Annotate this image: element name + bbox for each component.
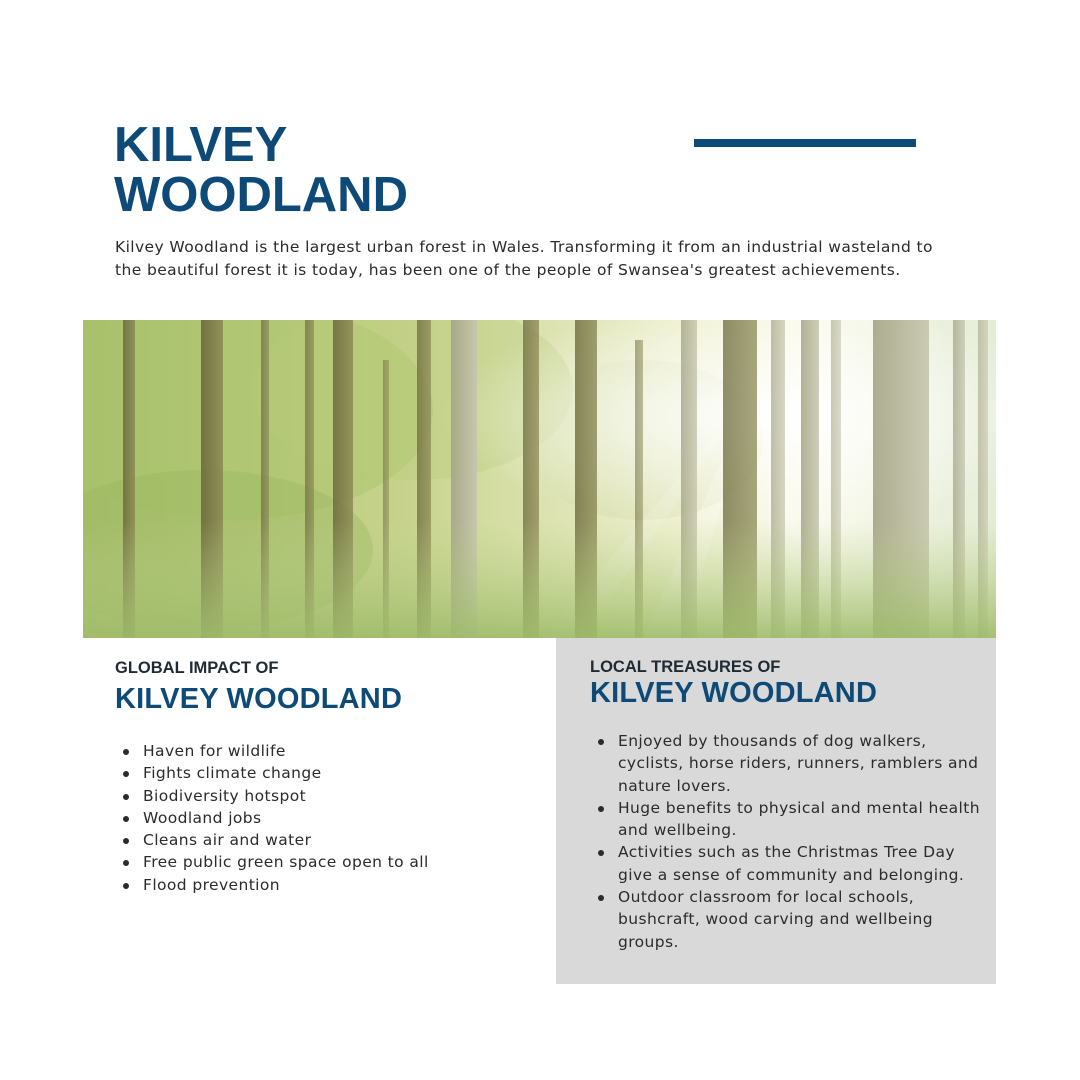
- list-item: Cleans air and water: [143, 829, 563, 851]
- list-item: Outdoor classroom for local schools, bushcraft, wood carving and wellbeing groups.: [618, 886, 988, 953]
- list-item: Fights climate change: [143, 762, 563, 784]
- list-item: Flood prevention: [143, 874, 563, 896]
- intro-paragraph: Kilvey Woodland is the largest urban forest in Wales. Transforming it from an industrial wasteland to the beautiful forest it is today, has been one of the people of Swansea's greatest achievements.: [115, 238, 933, 279]
- list-item: Woodland jobs: [143, 807, 563, 829]
- title-line-1: KILVEY: [114, 118, 288, 172]
- forest-photo: [83, 320, 996, 638]
- local-treasures-heading: KILVEY WOODLAND: [590, 677, 878, 709]
- global-impact-heading: KILVEY WOODLAND: [115, 683, 403, 715]
- list-item: Biodiversity hotspot: [143, 785, 563, 807]
- page-title: [114, 120, 408, 220]
- list-item: Activities such as the Christmas Tree Day give a sense of community and belonging.: [618, 841, 988, 886]
- list-item: Huge benefits to physical and mental health and wellbeing.: [618, 797, 988, 842]
- accent-rule: [694, 139, 916, 147]
- title-line-2: WOODLAND: [114, 168, 408, 222]
- list-item: Free public green space open to all: [143, 851, 563, 873]
- local-treasures-list: [590, 730, 988, 953]
- global-impact-kicker: GLOBAL IMPACT OF: [115, 659, 279, 677]
- list-item: Haven for wildlife: [143, 740, 563, 762]
- local-treasures-kicker: LOCAL TREASURES OF: [590, 658, 781, 676]
- list-item: Enjoyed by thousands of dog walkers, cyclists, horse riders, runners, ramblers and nature lovers.: [618, 730, 988, 797]
- global-impact-list: [115, 740, 563, 896]
